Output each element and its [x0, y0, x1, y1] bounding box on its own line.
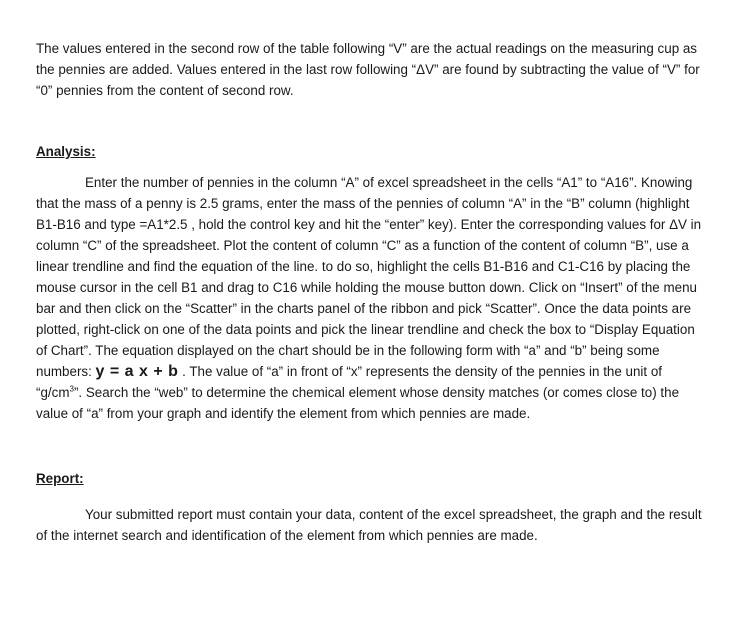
analysis-heading: Analysis:	[36, 144, 96, 159]
document-page	[36, 38, 702, 546]
report-heading: Report:	[36, 471, 84, 486]
linear-equation: y = a x + b	[95, 363, 179, 380]
analysis-text-part1: Enter the number of pennies in the column “A” of excel spreadsheet in the cells “A1” to “A16”. Knowing that the mass of a penny is 2.5 grams, enter the mass of the pennies of column “A” in the “B” column (highlight B1-B16 and type =A1*2.5 , hold the control key and hit the “enter” key). Enter the corresponding values for ΔV in column “C” of the spreadsheet. Plot the content of column “C” as a function of the content of column “B”, use a linear trendline and find the equation of the line. to do so, highlight the cells B1-B16 and C1-C16 by placing the mouse cursor in the cell B1 and drag to C16 while holding the mouse button down. Click on “Insert” of the menu bar and then click on the “Scatter” in the charts panel of the ribbon and pick “Scatter”. Once the data points are plotted, right-click on one of the data points and pick the linear trendline and check the box to “Display Equation of Chart”. The equation displayed on the chart should be in the following form with “a” and “b” being some numbers:	[36, 175, 702, 379]
analysis-text-part3: ”. Search the “web” to determine the chemical element whose density matches (or comes close to) the value of “a” from your graph and identify the element from which pennies are made.	[36, 385, 680, 421]
analysis-text-part2: . The value of “a” in front of “x” represents the density of the pennies in the unit of “g/cm	[36, 364, 663, 400]
unit-superscript: 3	[69, 384, 74, 394]
intro-paragraph: The values entered in the second row of the table following “V” are the actual readings on the measuring cup as the pennies are added. Values entered in the last row following “ΔV” are found by subtracting the value of “V” for “0” pennies from the content of second row.	[36, 41, 700, 98]
analysis-paragraph	[36, 172, 702, 424]
report-paragraph: Your submitted report must contain your data, content of the excel spreadsheet, the graph and the result of the internet search and identification of the element from which pennies are made.	[36, 507, 702, 543]
